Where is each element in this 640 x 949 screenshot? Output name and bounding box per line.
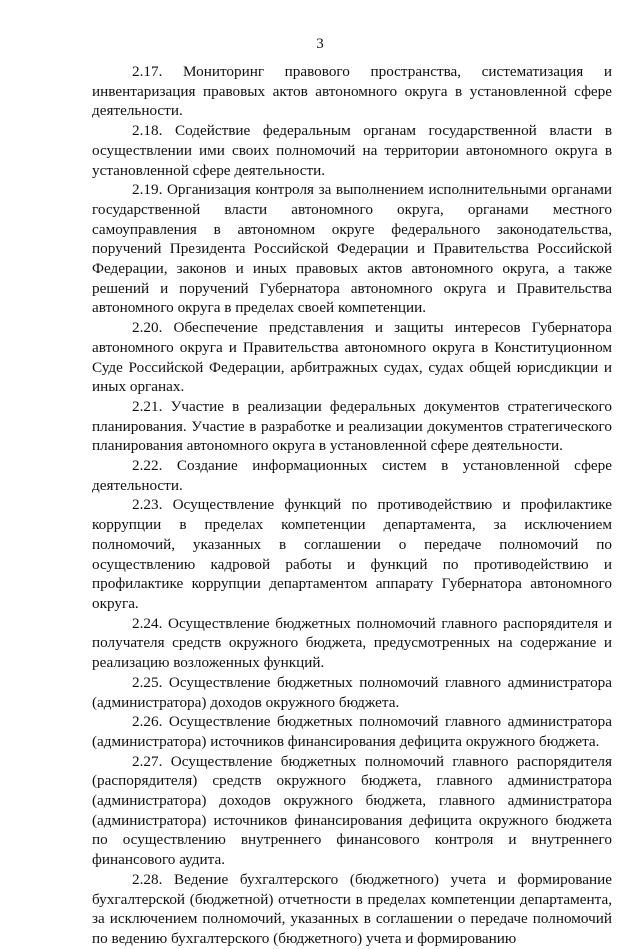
paragraph-2-21: 2.21. Участие в реализации федеральных документов стратегического планирования. Участие в разработке и реализации документов стратегического планирования автономного округа в установленной сфере деятельности. <box>92 397 612 455</box>
paragraph-2-19: 2.19. Организация контроля за выполнением исполнительными органами государственной власти автономного округа, органами местного самоуправления в автономном округе федерального законодательства, поручений Президента Российской Федерации и Правительства Российской Федерации, законов и иных правовых актов автономного округа, а также решений и поручений Губернатора автономного округа и Правительства автономного округа в пределах своей компетенции. <box>92 181 612 317</box>
paragraph-2-27: 2.27. Осуществление бюджетных полномочий главного распорядителя (распорядителя) средств окружного бюджета, главного администратора (администратора) доходов окружного бюджета, главного администратора (администратора) источников финансирования дефицита окружного бюджета по осуществлению внутреннего финансового контроля и внутреннего финансового аудита. <box>92 752 612 869</box>
paragraph-2-28: 2.28. Ведение бухгалтерского (бюджетного) учета и формирование бухгалтерской (бюджетной) отчетности в пределах компетенции департамента, за исключением полномочий, указанных в соглашении о передаче полномочий по ведению бухгалтерского (бюджетного) учета и формированию <box>92 870 612 947</box>
paragraph-2-17: 2.17. Мониторинг правового пространства, систематизация и инвентаризация правовых актов автономного округа в установленной сфере деятельности. <box>92 63 612 120</box>
paragraph-2-22: 2.22. Создание информационных систем в установленной сфере деятельности. <box>92 457 612 494</box>
paragraph-2-25: 2.25. Осуществление бюджетных полномочий главного администратора (администратора) доходов окружного бюджета. <box>92 673 612 711</box>
page-number: 3 <box>316 36 324 52</box>
document-body <box>92 62 612 949</box>
paragraph-2-24: 2.24. Осуществление бюджетных полномочий главного распорядителя и получателя средств окружного бюджета, предусмотренных на содержание и реализацию возложенных функций. <box>92 614 612 672</box>
paragraph-2-18: 2.18. Содействие федеральным органам государственной власти в осуществлении ими своих полномочий на территории автономного округа в установленной сфере деятельности. <box>92 122 612 179</box>
paragraph-2-20: 2.20. Обеспечение представления и защиты интересов Губернатора автономного округа и Правительства автономного округа в Конституционном Суде Российской Федерации, арбитражных судах, судах общей юрисдикции и иных органах. <box>92 319 612 396</box>
paragraph-2-26: 2.26. Осуществление бюджетных полномочий главного администратора (администратора) источников финансирования дефицита окружного бюджета. <box>92 713 612 750</box>
paragraph-2-23: 2.23. Осуществление функций по противодействию и профилактике коррупции в пределах компетенции департамента, за исключением полномочий, указанных в соглашении о передаче полномочий по осуществлению кадровой работы и функций по противодействию и профилактике коррупции департаментом аппарату Губернатора автономного округа. <box>92 496 612 612</box>
